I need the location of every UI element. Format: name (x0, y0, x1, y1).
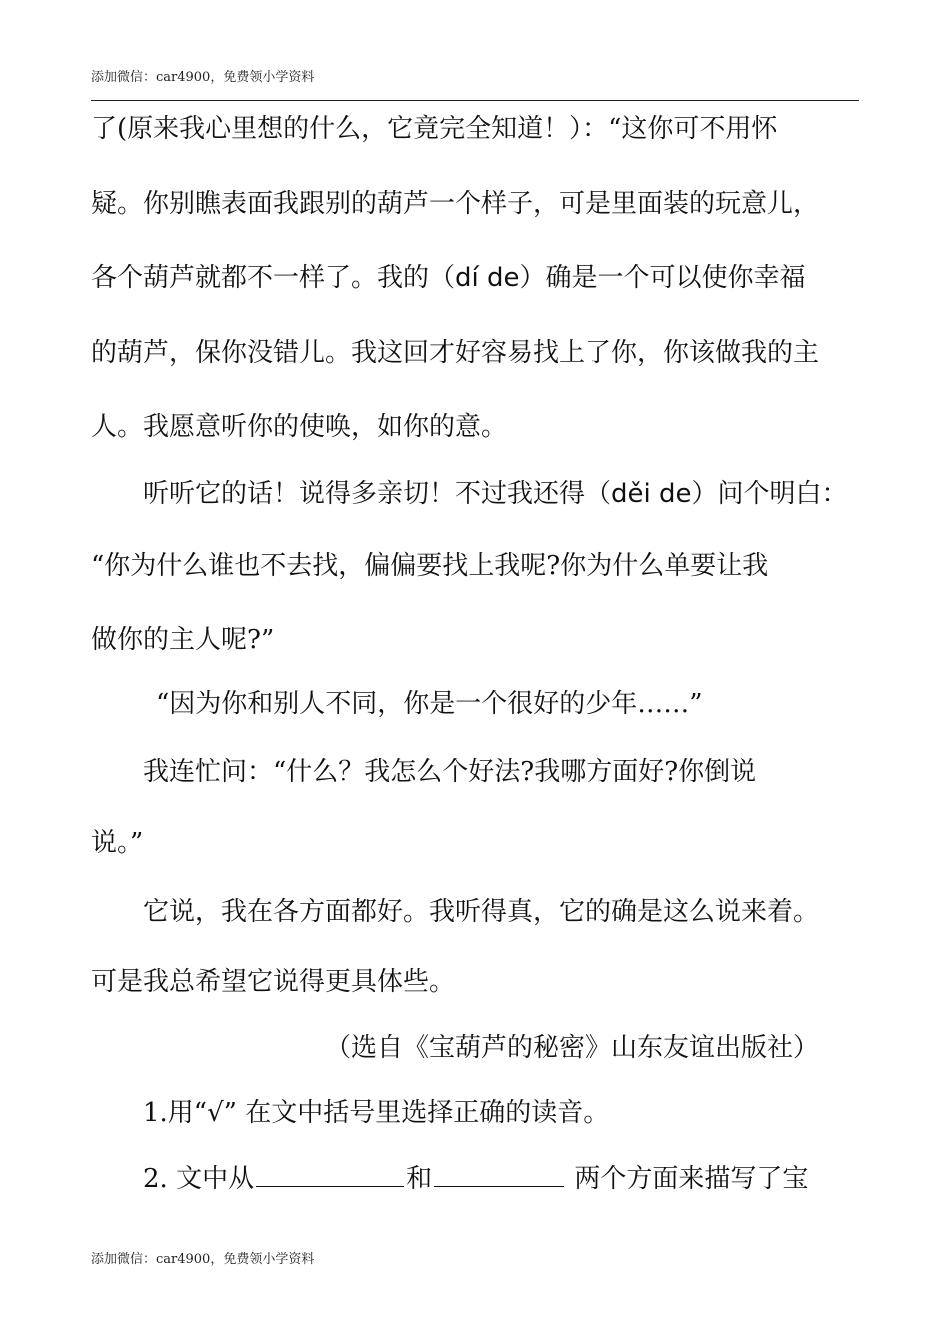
answer-blank[interactable] (256, 1160, 404, 1187)
question-1: 1.用“√” 在文中括号里选择正确的读音。 (143, 1098, 610, 1128)
text-line: “因为你和别人不同，你是一个很好的少年……” (156, 689, 703, 719)
text-line: 我连忙问：“什么？我怎么个好法?我哪方面好?你倒说 (143, 757, 757, 787)
text-line: 它说，我在各方面都好。我听得真，它的确是这么说来着。 (143, 897, 820, 927)
text-line (91, 261, 871, 295)
text-segment: 两个方面来描写了宝 (566, 1164, 809, 1194)
text-line (143, 477, 873, 511)
text-segment: ）问个明白： (691, 479, 848, 509)
text-segment: 听听它的话！说得多亲切！不过我还得（ (143, 479, 612, 509)
header-divider (91, 100, 859, 101)
text-line: 疑。你别瞧表面我跟别的葫芦一个样子，可是里面装的玩意儿， (91, 189, 820, 219)
text-segment: ）确是一个可以使你幸福 (519, 263, 806, 293)
source-citation: （选自《宝葫芦的秘密》山东友谊出版社） (325, 1033, 820, 1063)
text-line: “你为什么谁也不去找，偏偏要找上我呢?你为什么单要让我 (91, 551, 769, 581)
page-header: 添加微信：car4900，免费领小学资料 (91, 70, 315, 85)
question-2 (143, 1160, 873, 1196)
text-line: 做你的主人呢?” (91, 625, 275, 655)
text-segment: 2. 文中从 (143, 1164, 255, 1194)
text-line: 的葫芦，保你没错儿。我这回才好容易找上了你，你该做我的主 (91, 338, 820, 368)
text-line: 说。” (91, 828, 144, 858)
answer-blank[interactable] (434, 1160, 564, 1187)
page-footer: 添加微信：car4900，免费领小学资料 (91, 1252, 315, 1267)
text-segment: 和 (406, 1164, 433, 1194)
text-line: 了(原来我心里想的什么，它竟完全知道！）：“这你可不用怀 (91, 114, 778, 144)
pinyin-option: děi de (611, 479, 692, 509)
text-segment: 各个葫芦就都不一样了。我的（ (91, 263, 456, 293)
text-line: 可是我总希望它说得更具体些。 (91, 967, 456, 997)
text-line: 人。我愿意听你的使唤，如你的意。 (91, 412, 508, 442)
pinyin-option: dí de (455, 263, 520, 293)
